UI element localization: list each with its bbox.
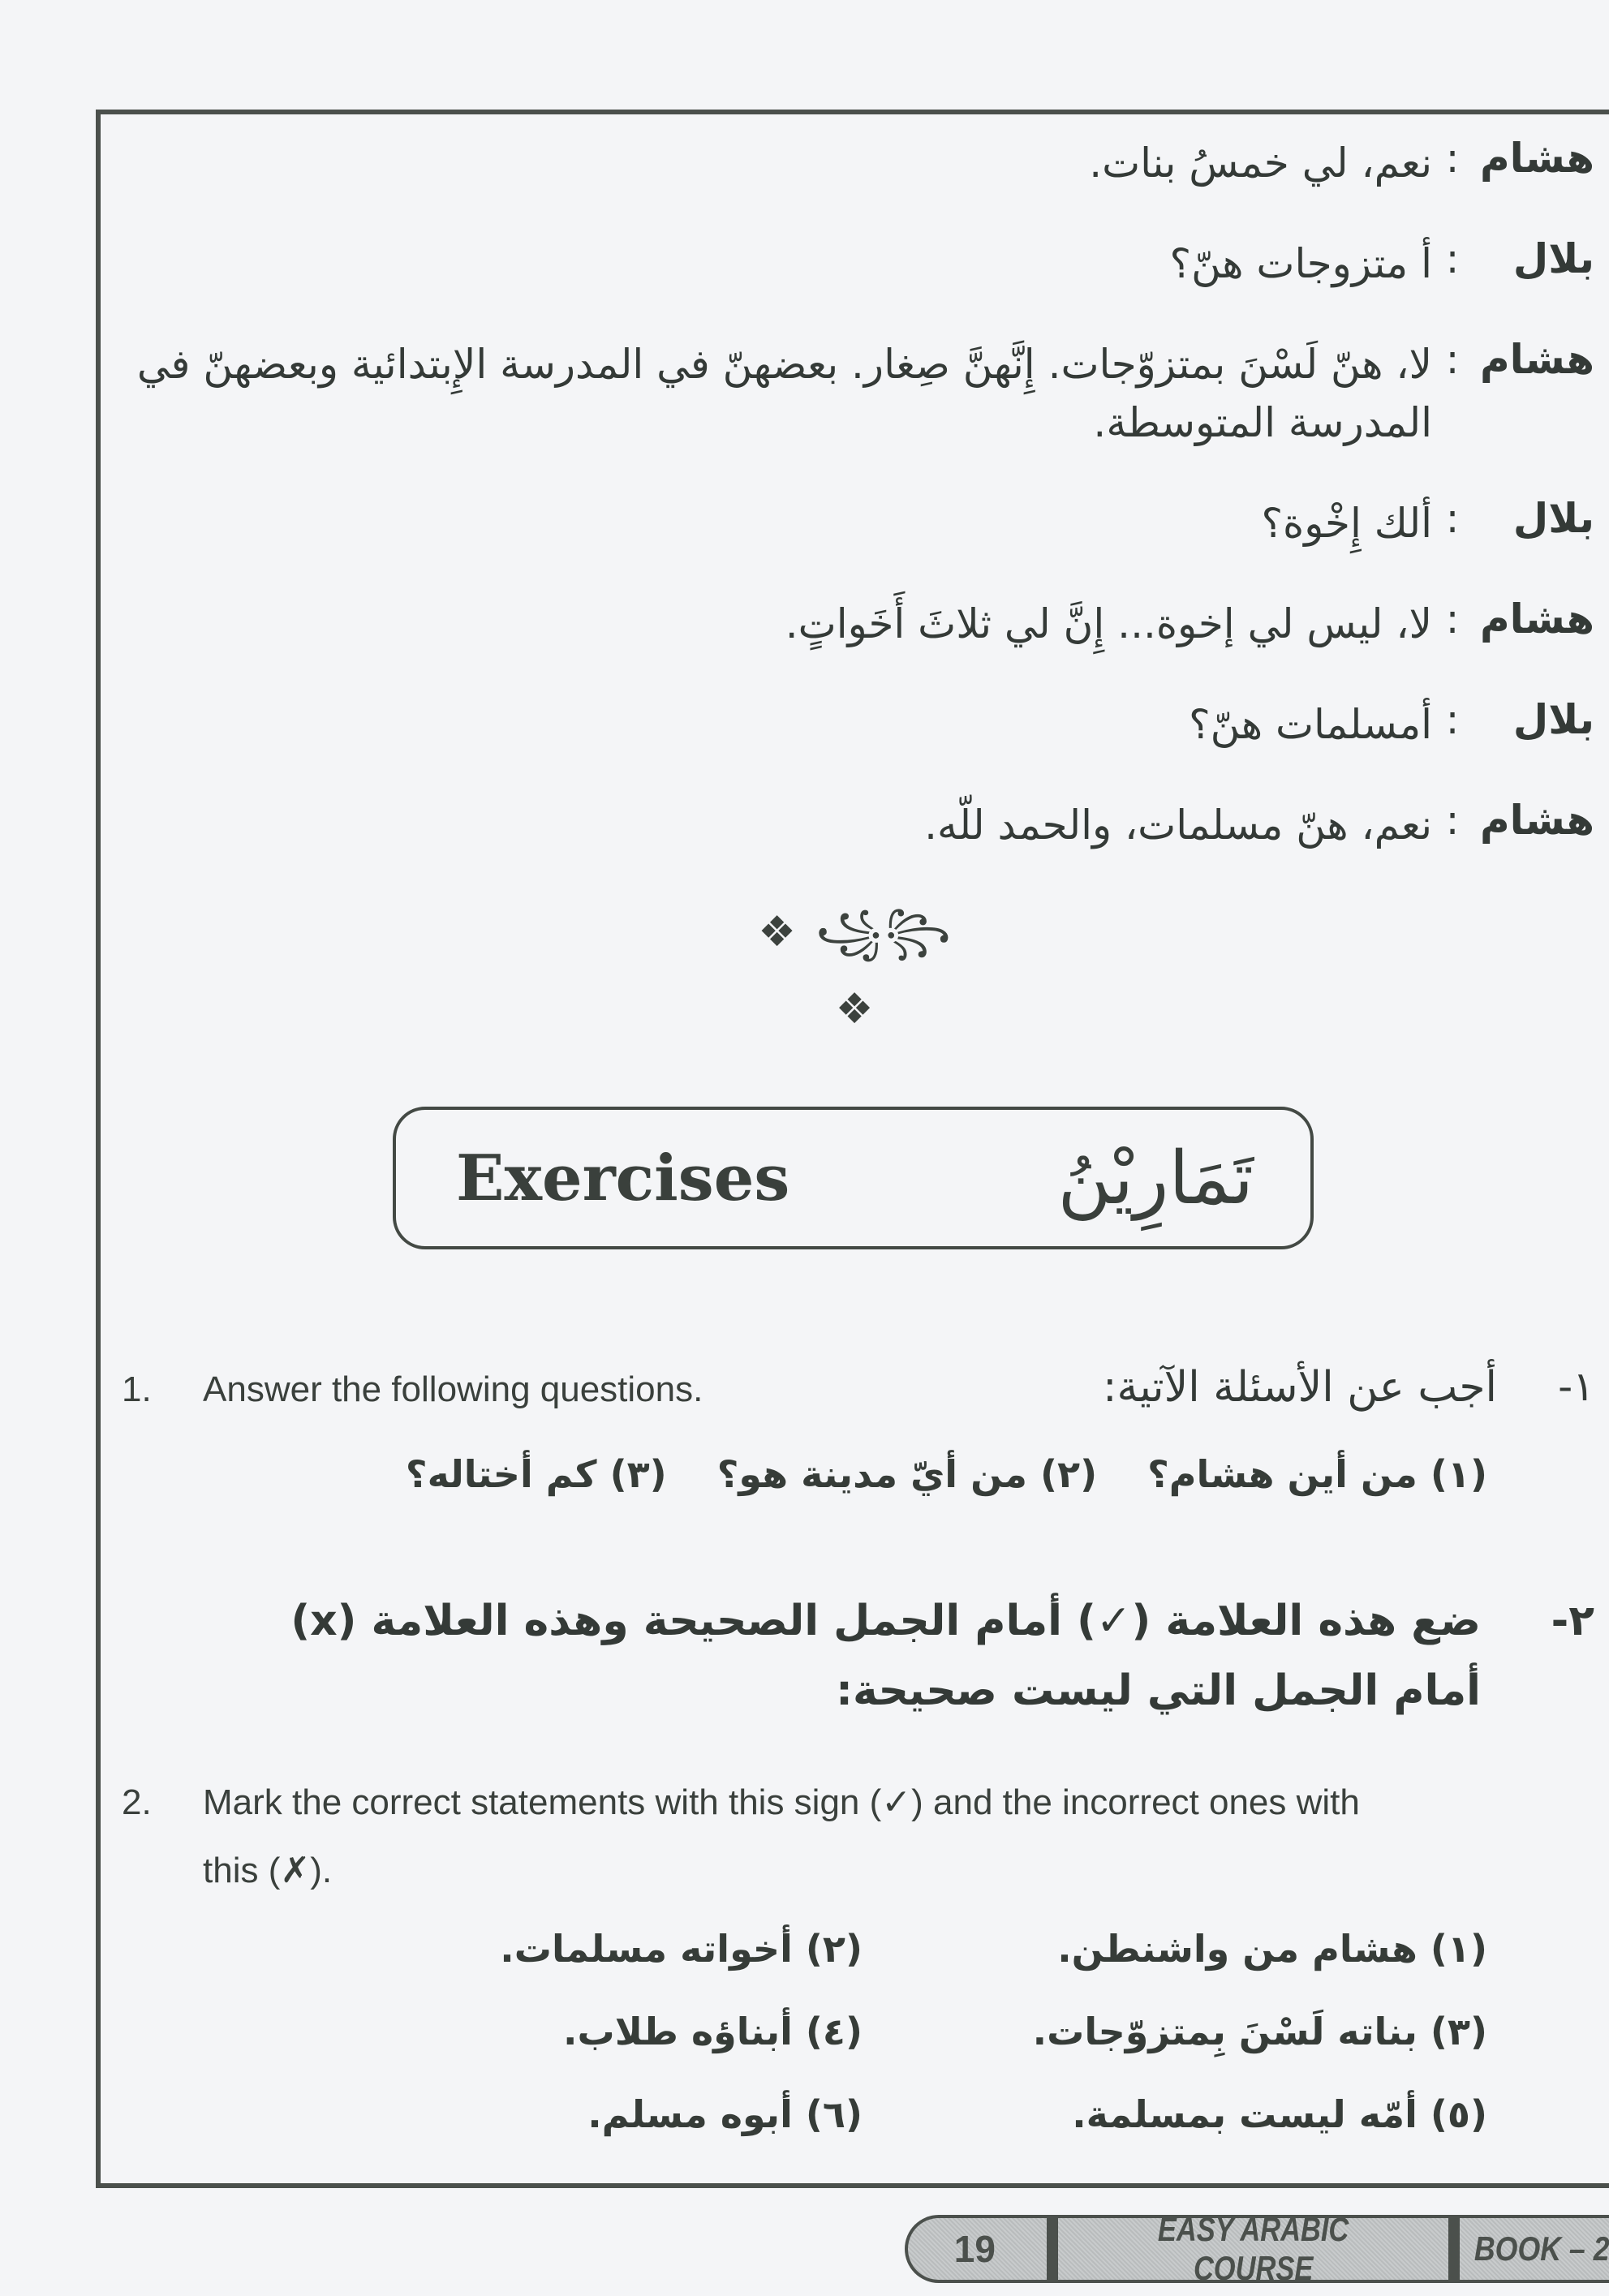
ornament-divider-icon: ❖ ꧁꧂ ❖: [758, 908, 954, 1034]
question-item: (٢) من أيّ مدينة هو؟: [716, 1452, 1098, 1496]
colon: :: [1445, 696, 1460, 743]
dialogue-line: [134, 595, 1594, 653]
exercise-2-title-ar-line2: أمام الجمل التي ليست صحيحة:: [836, 1666, 1481, 1715]
dialogue-line: [134, 134, 1594, 192]
exercise-1-english: [122, 1369, 703, 1410]
dialogue: [134, 134, 1594, 896]
dialogue-line: [134, 695, 1594, 754]
exercise-1-title-ar: أجب عن الأسئلة الآتية:: [1103, 1363, 1497, 1412]
footer-divider: [1448, 2218, 1460, 2280]
exercise-2-number-ar: ٢-: [1551, 1597, 1594, 1645]
exercise-2-statements: [368, 1923, 1487, 2140]
speaker-name: بلال: [1512, 235, 1594, 282]
statement-item: (٥) أمّه ليست بمسلمة.: [1072, 2092, 1487, 2136]
page-number: 19: [953, 2228, 996, 2270]
exercise-1-heading: [122, 1363, 1594, 1428]
page-footer: [905, 2210, 1609, 2287]
speech-text: أ متزوجات هنّ؟: [1169, 240, 1432, 287]
statement-item: (١) هشام من واشنطن.: [1057, 1927, 1487, 1971]
footer-divider: [1047, 2218, 1058, 2280]
speech-text: نعم، لي خمسُ بنات.: [1089, 140, 1432, 187]
exercise-1-title-en: Answer the following questions.: [203, 1369, 703, 1409]
course-title: EASY ARABIC COURSE: [1157, 2210, 1349, 2287]
colon: :: [1445, 235, 1460, 282]
colon: :: [1445, 797, 1460, 844]
speaker-name: بلال: [1512, 495, 1594, 542]
exercise-1-number-ar: ١-: [1558, 1363, 1594, 1410]
question-item: (١) من أين هشام؟: [1147, 1452, 1487, 1496]
colon: :: [1445, 135, 1460, 182]
speech-text: لا، ليس لي إخوة... إِنَّ لي ثلاثَ أَخَواتٍ.: [785, 600, 1432, 647]
question-item: (٣) كم أختاله؟: [405, 1452, 667, 1496]
exercise-2-heading-english: [122, 1769, 1594, 1905]
exercise-1-number-en: 1.: [122, 1369, 152, 1409]
exercise-2-number-en: 2.: [122, 1782, 152, 1822]
colon: :: [1445, 336, 1460, 383]
speaker-name: هشام: [1480, 135, 1594, 182]
speaker-name: بلال: [1512, 696, 1594, 743]
exercises-title-english: Exercises: [456, 1141, 790, 1215]
statement-item: (٦) أبوه مسلم.: [587, 2092, 863, 2136]
exercise-2-title-ar-line1: ضع هذه العلامة (✓) أمام الجمل الصحيحة وهذه العلامة (x): [290, 1597, 1481, 1645]
speaker-name: هشام: [1480, 595, 1594, 643]
speech-text: أمسلمات هنّ؟: [1189, 701, 1432, 748]
exercises-title-arabic: تَمَارِيْنُ: [1057, 1135, 1254, 1221]
dialogue-line: [134, 494, 1594, 553]
colon: :: [1445, 495, 1460, 542]
dialogue-line: [134, 335, 1594, 452]
book-label: BOOK – 2: [1473, 2229, 1609, 2268]
statement-item: (٢) أخواته مسلمات.: [500, 1927, 863, 1971]
speech-text: نعم، هنّ مسلمات، والحمد للّه.: [924, 802, 1432, 849]
dialogue-line: [134, 234, 1594, 293]
speaker-name: هشام: [1480, 797, 1594, 844]
exercise-2-title-en-line1: Mark the correct statements with this sign (✓) and the incorrect ones with: [203, 1782, 1360, 1822]
statement-item: (٤) أبناؤه طلاب.: [563, 2010, 863, 2053]
exercise-2-title-en-line2: this (✗).: [203, 1851, 333, 1890]
exercise-1-questions: [406, 1452, 1487, 1496]
speaker-name: هشام: [1480, 336, 1594, 383]
speech-text: لا، هنّ لَسْنَ بمتزوّجات. إِنَّهنَّ صِغار. بعضهنّ في المدرسة الإِبتدائية وبعضهنّ في المدرسة المتوسطة.: [136, 341, 1432, 446]
exercise-2-heading-arabic: [122, 1586, 1594, 1726]
exercises-header: [393, 1107, 1314, 1249]
colon: :: [1445, 595, 1460, 643]
dialogue-line: [134, 796, 1594, 854]
speech-text: ألك إِخْوة؟: [1261, 500, 1432, 547]
statement-item: (٣) بناته لَسْنَ بِمتزوّجات.: [1032, 2010, 1487, 2053]
